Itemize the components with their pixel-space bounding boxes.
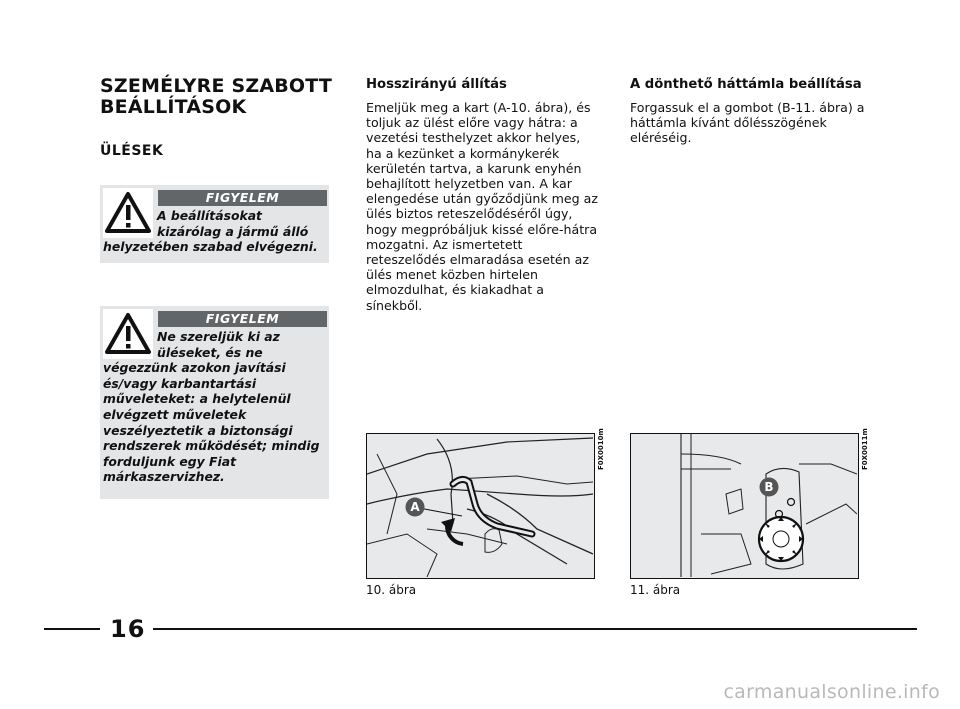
warning-text: A beállításokat kizárólag a jármű álló helyzetében szabad elvégezni. [103, 208, 318, 255]
seat-lever-illustration [367, 434, 593, 577]
page-number: 16 [110, 615, 146, 643]
backrest-adjustment-heading: A dönthető háttámla beállítása [630, 77, 862, 92]
footer-rule-left [44, 628, 100, 630]
footer-rule-right [153, 628, 917, 630]
watermark: carmanualsonline.info [723, 681, 940, 703]
section-title [100, 76, 340, 118]
warning-box-2 [100, 306, 329, 499]
warning-text: Ne szereljük ki az üléseket, és ne végezzünk azokon javítási és/vagy karbantartási műveleteket: a helytelenül elvégzett műveletek veszélyeztetik a biztonsági rendszerek működését; mindig forduljunk egy Fiat márkaszervizhez. [103, 329, 320, 485]
section-title-line-1: SZEMÉLYRE SZABOTT [100, 75, 333, 97]
figure-code: F0X0011m [861, 428, 869, 470]
warning-heading: FIGYELEM [158, 190, 327, 206]
figure-caption: 11. ábra [630, 583, 681, 597]
longitudinal-adjustment-text: Emeljük meg a kart (A-10. ábra), és toljuk az ülést előre vagy hátra: a vezetési testhelyzet akkor helyes, ha a kezünket a kormánykerék kerületén tartva, a karunk enyhén behajlított helyzetben van. A kar elengedése után győződjünk meg az ülés biztos reteszelődéséről úgy, hogy megpróbáljuk kissé előre-hátra mozgatni. Az ismertetett reteszelődés elmaradása esetén az ülés menet közben hirtelen elmozdulhat, és kiakadhat a sínekből. [366, 100, 598, 313]
callout-label-b: B [764, 480, 774, 494]
section-title-line-2: BEÁLLÍTÁSOK [100, 96, 247, 118]
backrest-knob-illustration [631, 434, 857, 577]
callout-label-a: A [410, 500, 420, 514]
warning-box-1 [100, 185, 329, 263]
figure-caption: 10. ábra [366, 583, 417, 597]
backrest-adjustment-text: Forgassuk el a gombot (B-11. ábra) a háttámla kívánt dőlésszögének eléréséig. [630, 100, 865, 146]
figure-11-backrest-knob [630, 433, 859, 579]
figure-10-seat-lever [366, 433, 595, 579]
figure-code: F0X0010m [597, 428, 605, 470]
subsection-title: ÜLÉSEK [100, 143, 164, 159]
warning-heading: FIGYELEM [158, 311, 327, 327]
longitudinal-adjustment-heading: Hosszirányú állítás [366, 77, 507, 92]
